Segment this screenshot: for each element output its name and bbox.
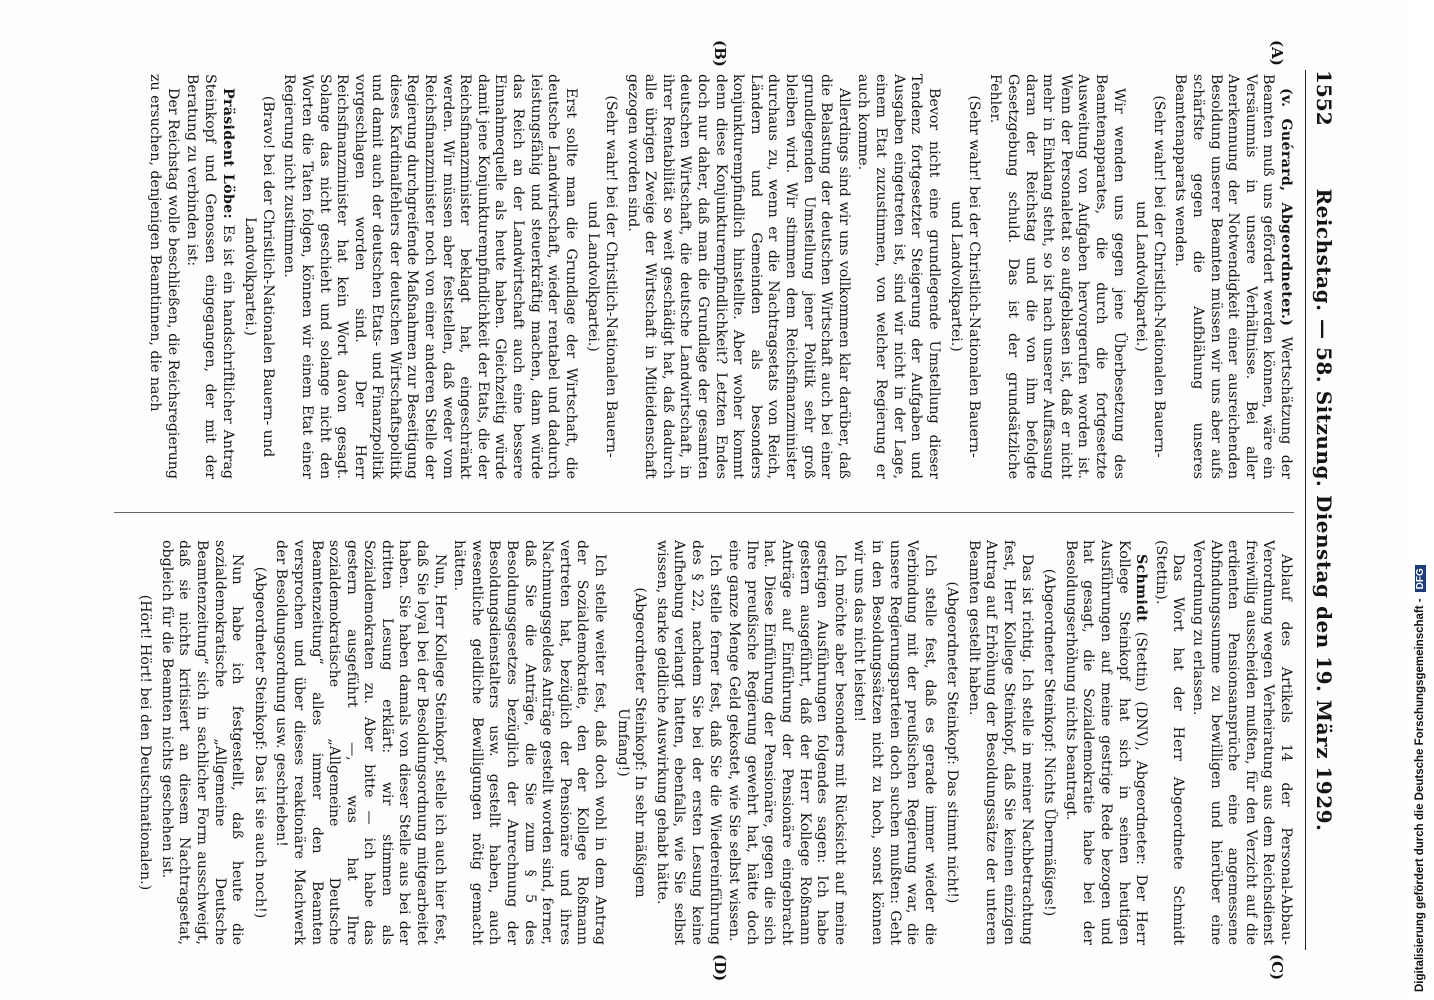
paragraph-text: Nun habe ich festgestellt, daß heute die sozialdemokratische „Allgemeine Deutsche Beamtenzeitung“ sich in sachlicher Form ausschweigt, daß sie nichts kritisiert an diesem Nachtragsetat, obgleich für die Beamten nichts geschehen ist. [158, 540, 246, 945]
paragraph-text: Das Wort hat der Herr Abgeordnete Schmidt (Stettin). [1152, 540, 1187, 945]
paragraph [652, 540, 722, 945]
paragraph-text: Ablauf des Artikels 14 der Personal-Abbau-Verordnung wegen Verheiratung aus dem Reichsdienst freiwillig ausscheiden mußten, für den Verzicht auf die erdienten Pensionsansprüche eine angemessene Abfindungssumme zu bewilligen und hierüber eine Verordnung zu erlassen. [1190, 540, 1294, 945]
paragraph-text: Wertschätzung der Beamten muß uns gefördert werden können, wäre ein Versäumnis in unsere Verhältnisse. Bei aller Anerkennung der Notwendigkeit einer ausreichenden Besoldung unserer Beamten müssen wir uns aber aufs schärfste gegen die Aufblähung unseres Beamtenapparats wenden. [1172, 74, 1294, 479]
paragraph [1188, 540, 1294, 945]
paragraph [146, 74, 181, 479]
interjection: (Abgeordneter Steinkopf: Das stimmt nicht!) [944, 581, 961, 904]
paragraph [272, 540, 448, 945]
page-number: 1552 [1312, 70, 1336, 126]
interjection: (Bravo! bei der Christlich-Nationalen Bauern- und Landvolkpartei.) [242, 95, 276, 458]
paragraph-text: (Stettin) (DNV), Abgeordneter: Der Herr Kollege Steinkopf hat sich in seinen heutigen Ausführungen auf meine gestrige Rede bezogen und hat gesagt, die Sozialdemokratie habe bei der Besoldungserhöhung nichts beantragt. [1062, 540, 1150, 945]
page-header [1305, 70, 1340, 950]
interjection: (Abgeordneter Steinkopf: Das ist sie auch noch!) [251, 566, 268, 919]
margin-letter-b: (B) [711, 40, 729, 67]
paragraph [986, 74, 1127, 479]
paragraph [854, 74, 942, 479]
interjection: (Hört! Hört! bei den Deutschnationalen.) [137, 594, 154, 891]
paragraph [450, 540, 608, 945]
left-text-column [104, 74, 1294, 479]
paragraph-text: Ich stelle weiter fest, daß doch wohl in dem Antrag der Sozialdemokratie, den der Kollege Roßmann vertreten hat, bezüglich der Pensionäre und ihres Nachmungsgeldes Anträge gestellt worden sind, ferner, daß Sie die Anträge, die Sie zum § 5 des Besoldungsgesetzes bezüglich der Anrechnung der Besoldungsdienstalters usw. gestellt haben, auch wesentliche geldliche Bewilligungen nötig gemacht hätten. [451, 540, 609, 945]
paragraph-text: Ich stelle fest, daß es gerade immer wieder die Verbindung mit der preußischen Regierung war, die unsere Regierungsparteien doch suchen mußten: Geht in den Besoldungssätzen nicht zu hoch, sonst können wir uns das nicht leisten! [851, 540, 938, 945]
paragraph [1151, 540, 1186, 945]
paragraph [725, 540, 848, 945]
paragraph-text: Es ist ein handschriftlicher Antrag Steinkopf und Genossen eingegangen, der mit der Beratung zu verbinden ist: [184, 74, 236, 479]
margin-letter-c: (C) [1268, 954, 1286, 981]
interjection: (Abgeordneter Steinkopf: Nichts Übermäßiges!) [1041, 568, 1058, 917]
paragraph-text: Wir wenden uns gegen jene Überbesetzung des Beamtenapparates, die durch die fortgesetzte Ausweitung von Aufgaben hervorgerufen worden ist. Wenn der Personaletat so aufgeblasen ist, daß er nicht mehr in Einklang steht, so ist nach unserer Auffassung daran der Reichstag und die von ihm befolgte Gesetzgebung schuld. Das ist der grundsätzliche Fehler. [987, 74, 1127, 479]
margin-letter-d: (D) [711, 954, 729, 982]
paragraph-text: Erst sollte man die Grundlage der Wirtschaft, die deutsche Landwirtschaft, wieder rentabel und dadurch leistungsfähig und steuerkräftig machen, dann würde das Reich an der Landwirtschaft auch eine bessere Einnahmequelle als heute haben. Gleichzeitig würde damit jene Konjunkturempfindlichkeit der Etats, die der Reichsfinanzminister beklagt hat, eingeschränkt werden. Wir müssen aber feststellen, daß weder vom Reichsfinanzminister noch von einer anderen Stelle der Regierung durchgreifende Maßnahmen zur Beseitigung dieses Kardinalfehlers der deutschen Wirtschaftspolitik und damit auch der deutschen Etats- und Finanzpolitik vorgeschlagen worden sind. Der Herr Reichsfinanzminister hat kein Wort davon gesagt. Solange das nicht geschieht und solange nicht den Worten die Taten folgen, können wir einem Etat einer Regierung nicht zustimmen. [281, 74, 579, 479]
dfg-logo: DFG [1415, 565, 1426, 592]
interjection: (Sehr wahr! bei der Christlich-Nationalen Bauern- und Landvolkpartei.) [1133, 95, 1167, 458]
digitization-footer [1406, 0, 1434, 1000]
interjection: (Sehr wahr! bei der Christlich-Nationalen Bauern- und Landvolkpartei.) [948, 95, 982, 458]
page-title: Reichstag. — 58. Sitzung. Dienstag den 19. März 1929. [1312, 188, 1336, 832]
paragraph [183, 74, 236, 479]
paragraph-text: Allerdings sind wir uns vollkommen klar darüber, daß die Belastung der deutschen Wirtschaft auch bei einer grundlegenden Umstellung jener Politik sehr groß bleiben wird. Wir stimmen dem Reichsfinanzminister durchaus zu, wenn er die Nachtragsetats von Reich, Ländern und Gemeinden als besonders konjunkturempfindlich hinstellte. Aber woher kommt denn diese Konjunkturempfindlichkeit? Letzten Endes doch nur daher, daß man die Grundlage der gesamten deutschen Wirtschaft, die deutsche Landwirtschaft, in ihrer Rentabilität so weit geschädigt hat, daß dadurch alle übrigen Zweige der Wirtschaft in Mitleidenschaft gezogen worden sind. [624, 74, 852, 479]
paragraph-text: Bevor nicht eine grundlegende Umstellung dieser Tendenz fortgesetzter Steigerung der Aufgaben und Ausgaben eingetreten ist, sind wir nicht in der Lage, einem Etat zuzustimmen, von welcher Regierung er auch komme. [855, 74, 942, 479]
speaker-name: Präsident Löbe: [219, 88, 236, 219]
paragraph-text: Der Reichstag wolle beschließen, die Reichsregierung zu ersuchen, denjenigen Beamtinnen, die nach [147, 74, 181, 479]
paragraph [1061, 540, 1149, 945]
right-text-column [104, 540, 1294, 945]
speaker-name: (v. Guérard, Abgeordneter.) [1278, 88, 1294, 327]
column-divider [114, 512, 1294, 513]
paragraph-text: Ich stelle ferner fest, daß Sie die Wiedereinführung des § 22, nachdem Sie bei der ersten Lesung keine Aufhebung verlangt hatten, ebenfalls, wie Sie selbst wissen, starke geldliche Auswirkung gehabt hätte. [653, 540, 723, 945]
paragraph [964, 540, 1034, 945]
speaker-name: Schmidt [1133, 554, 1150, 623]
interjection: (Sehr wahr! bei der Christlich-Nationalen Bauern- und Landvolkpartei.) [585, 95, 620, 458]
paragraph [623, 74, 852, 479]
footer-credit: Digitalisierung gefördert durch die Deutsche Forschungsgemeinschaft - [1414, 598, 1426, 992]
paragraph [850, 540, 938, 945]
paragraph-text: Ich möchte aber besonders mit Rücksicht auf meine gestrigen Ausführungen folgendes sagen: Ich habe gestern ausgeführt, daß der Herr Kollege Roßmann Anträge auf Einführung der Pensionäre eingebracht hat. Diese Einführung der Pensionäre, gegen die sich Ihre preußische Regierung gewehrt hat, hätte doch eine ganze Menge Geld gekostet, wie Sie selbst wissen. [726, 540, 848, 945]
paragraph-text: Nun, Herr Kollege Steinkopf, stelle ich auch hier fest, daß Sie loyal bei der Besoldungsordnung mitgearbeitet haben. Sie haben damals von dieser Stelle aus bei der dritten Lesung erklärt: wir stimmen als Sozialdemokraten zu. Aber bitte — ich habe das gestern ausgeführt —, was hat Ihre sozialdemokratische „Allgemeine Deutsche Beamtenzeitung“ alles immer den Beamten versprochen und über dieses reaktionäre Machwerk der Besoldungsordnung usw. geschrieben! [273, 540, 448, 945]
margin-letter-a: (A) [1268, 40, 1286, 66]
paragraph [157, 540, 245, 945]
paragraph-text: Das ist richtig. Ich stelle in meiner Nachbetrachtung fest, Herr Kollege Steinkopf, daß Sie keinen einzigen Antrag auf Erhöhung der Besoldungssätze der unteren Beamten gestellt haben. [965, 540, 1035, 945]
interjection: (Abgeordneter Steinkopf: In sehr mäßigem Umfang!) [614, 587, 649, 898]
paragraph [1171, 74, 1294, 479]
paragraph [280, 74, 579, 479]
